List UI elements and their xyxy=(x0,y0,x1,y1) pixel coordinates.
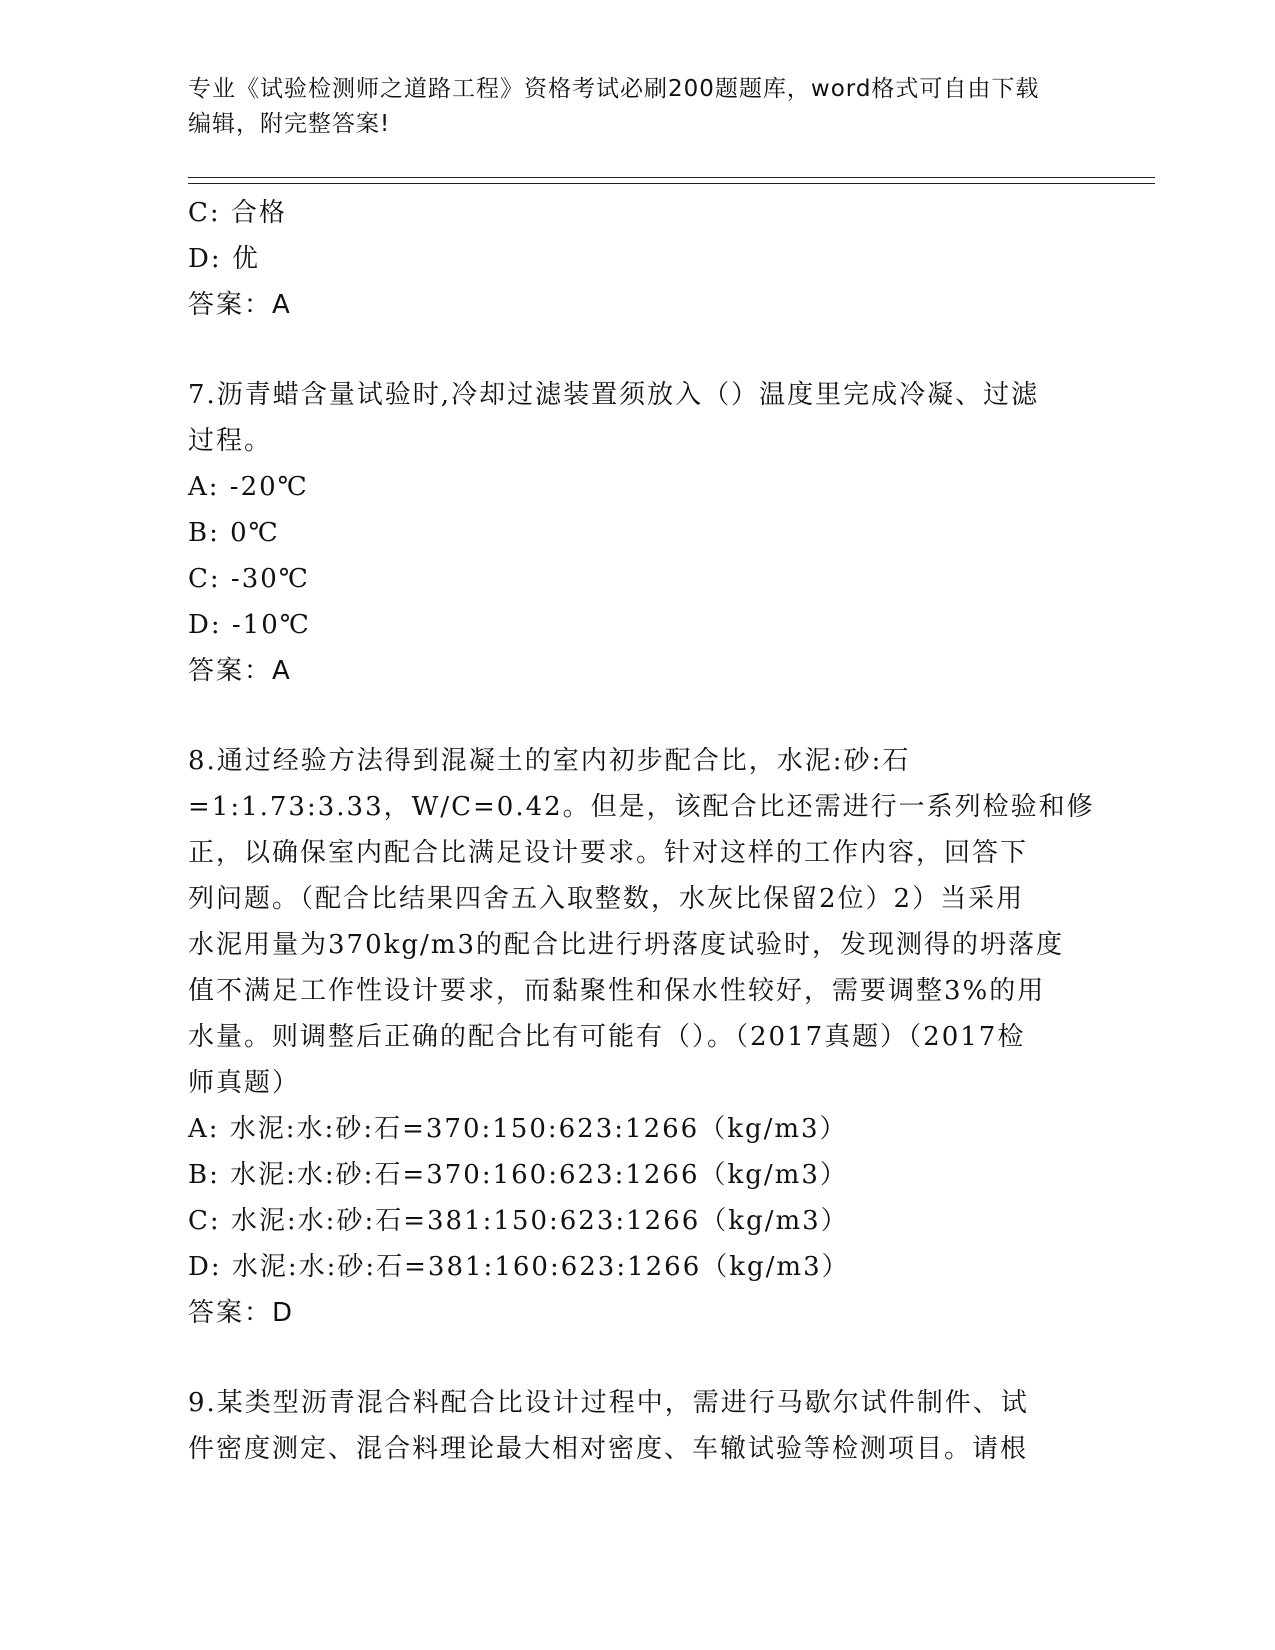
question-stem-line: 9.某类型沥青混合料配合比设计过程中，需进行马歇尔试件制件、试 xyxy=(188,1388,1029,1418)
option-c: C: -30℃ xyxy=(188,564,310,594)
question-spacer xyxy=(188,328,1088,372)
question-stem-line: 水量。则调整后正确的配合比有可能有（）。（2017真题）（2017检 xyxy=(188,1022,1026,1052)
option-b: B: 0℃ xyxy=(188,518,280,548)
header-line-1: 专业《试验检测师之道路工程》资格考试必刷200题题库，word格式可自由下载 xyxy=(188,76,1040,102)
question-stem-line: 8.通过经验方法得到混凝土的室内初步配合比，水泥:砂:石 xyxy=(188,746,911,776)
question-stem-line: 过程。 xyxy=(188,426,273,456)
option-c: C: 合格 xyxy=(188,198,287,228)
option-d: D: 优 xyxy=(188,244,260,274)
option-b: B: 水泥:水:砂:石=370:160:623:1266（kg/m3） xyxy=(188,1160,848,1190)
question-9 xyxy=(188,1380,1088,1472)
option-c: C: 水泥:水:砂:石=381:150:623:1266（kg/m3） xyxy=(188,1206,849,1236)
question-spacer xyxy=(188,1336,1088,1380)
option-a: A: 水泥:水:砂:石=370:150:623:1266（kg/m3） xyxy=(188,1114,848,1144)
question-stem-line: 列问题。（配合比结果四舍五入取整数，水灰比保留2位）2）当采用 xyxy=(188,884,1025,914)
question-stem-line: 正，以确保室内配合比满足设计要求。针对这样的工作内容，回答下 xyxy=(188,838,1029,868)
option-d: D: -10℃ xyxy=(188,610,311,640)
question-spacer xyxy=(188,694,1088,738)
question-6-tail xyxy=(188,190,1088,328)
answer-line: 答案：D xyxy=(188,1298,295,1328)
option-d: D: 水泥:水:砂:石=381:160:623:1266（kg/m3） xyxy=(188,1252,850,1282)
option-a: A: -20℃ xyxy=(188,472,309,502)
question-stem-line: =1:1.73:3.33，W/C=0.42。但是，该配合比还需进行一系列检验和修 xyxy=(188,792,1095,822)
question-8 xyxy=(188,738,1095,1336)
question-stem-line: 水泥用量为370kg/m3的配合比进行坍落度试验时，发现测得的坍落度 xyxy=(188,930,1064,960)
question-stem-line: 7.沥青蜡含量试验时,冷却过滤装置须放入（）温度里完成冷凝、过滤 xyxy=(188,380,1040,410)
question-stem-line: 值不满足工作性设计要求，而黏聚性和保水性较好，需要调整3%的用 xyxy=(188,976,1046,1006)
document-body xyxy=(188,190,1095,1472)
question-stem-line: 师真题） xyxy=(188,1068,301,1098)
header-divider xyxy=(188,177,1155,184)
header-line-2: 编辑，附完整答案! xyxy=(188,111,391,137)
answer-line: 答案：A xyxy=(188,290,292,320)
question-stem-line: 件密度测定、混合料理论最大相对密度、车辙试验等检测项目。请根 xyxy=(188,1434,1029,1464)
question-7 xyxy=(188,372,1088,694)
page-header xyxy=(188,72,1088,142)
answer-line: 答案：A xyxy=(188,656,292,686)
